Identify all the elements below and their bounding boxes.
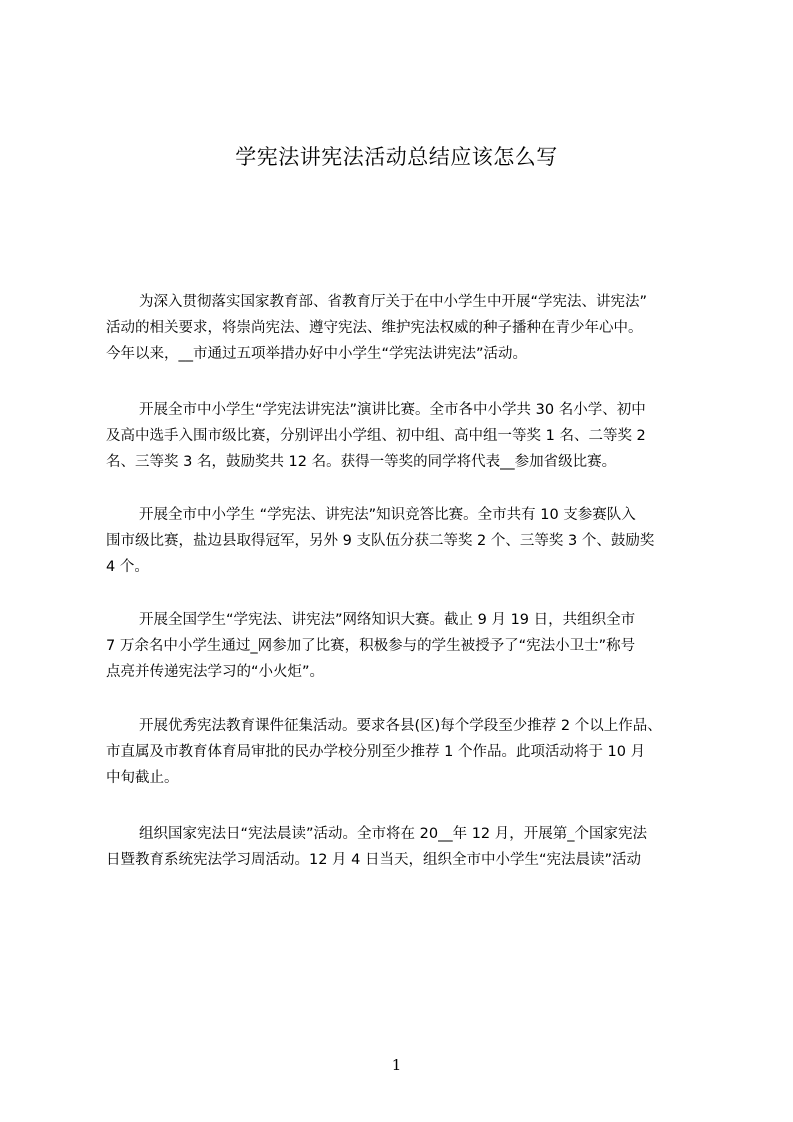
paragraph-line: 及高中选手入围市级比赛，分别评出小学组、初中组、高中组一等奖 1 名、二等奖 2 xyxy=(106,428,646,444)
paragraph-line: 名、三等奖 3 名，鼓励奖共 12 名。获得一等奖的同学将代表__参加省级比赛。 xyxy=(106,454,617,470)
paragraph-line: 围市级比赛，盐边县取得冠军，另外 9 支队伍分获二等奖 2 个、三等奖 3 个、鼓励奖 xyxy=(106,533,655,549)
paragraph-line: 7 万余名中小学生通过_网参加了比赛，积极参与的学生被授予了“宪法小卫士”称号 xyxy=(106,638,636,654)
paragraph-line: 组织国家宪法日“宪法晨读”活动。全市将在 20__年 12 月，开展第_个国家宪法 xyxy=(139,826,648,842)
paragraph-line: 日暨教育系统宪法学习周活动。12 月 4 日当天，组织全市中小学生“宪法晨读”活动 xyxy=(106,852,642,868)
paragraph-line: 为深入贯彻落实国家教育部、省教育厅关于在中小学生中开展“学宪法、讲宪法” xyxy=(139,294,648,310)
paragraph-line: 4 个。 xyxy=(106,559,149,575)
paragraph-line: 市直属及市教育体育局审批的民办学校分别至少推荐 1 个作品。此项活动将于 10 月 xyxy=(106,744,646,760)
paragraph-line: 开展优秀宪法教育课件征集活动。要求各县(区)每个学段至少推荐 2 个以上作品、 xyxy=(139,718,662,734)
paragraph-line: 点亮并传递宪法学习的“小火炬”。 xyxy=(106,664,325,680)
paragraph-line: 今年以来，__市通过五项举措办好中小学生“学宪法讲宪法”活动。 xyxy=(106,346,528,362)
page-number: 1 xyxy=(391,1056,402,1074)
paragraph-line: 开展全市中小学生 “学宪法、讲宪法”知识竞答比赛。全市共有 10 支参赛队入 xyxy=(139,507,636,523)
paragraph-line: 开展全国学生“学宪法、讲宪法”网络知识大赛。截止 9 月 19 日，共组织全市 xyxy=(139,612,636,628)
document-title: 学宪法讲宪法活动总结应该怎么写 xyxy=(235,145,558,169)
paragraph-line: 开展全市中小学生“学宪法讲宪法”演讲比赛。全市各中小学共 30 名小学、初中 xyxy=(139,402,646,418)
paragraph-line: 中旬截止。 xyxy=(106,770,179,786)
paragraph-line: 活动的相关要求，将崇尚宪法、遵守宪法、维护宪法权威的种子播种在青少年心中。 xyxy=(106,320,643,336)
